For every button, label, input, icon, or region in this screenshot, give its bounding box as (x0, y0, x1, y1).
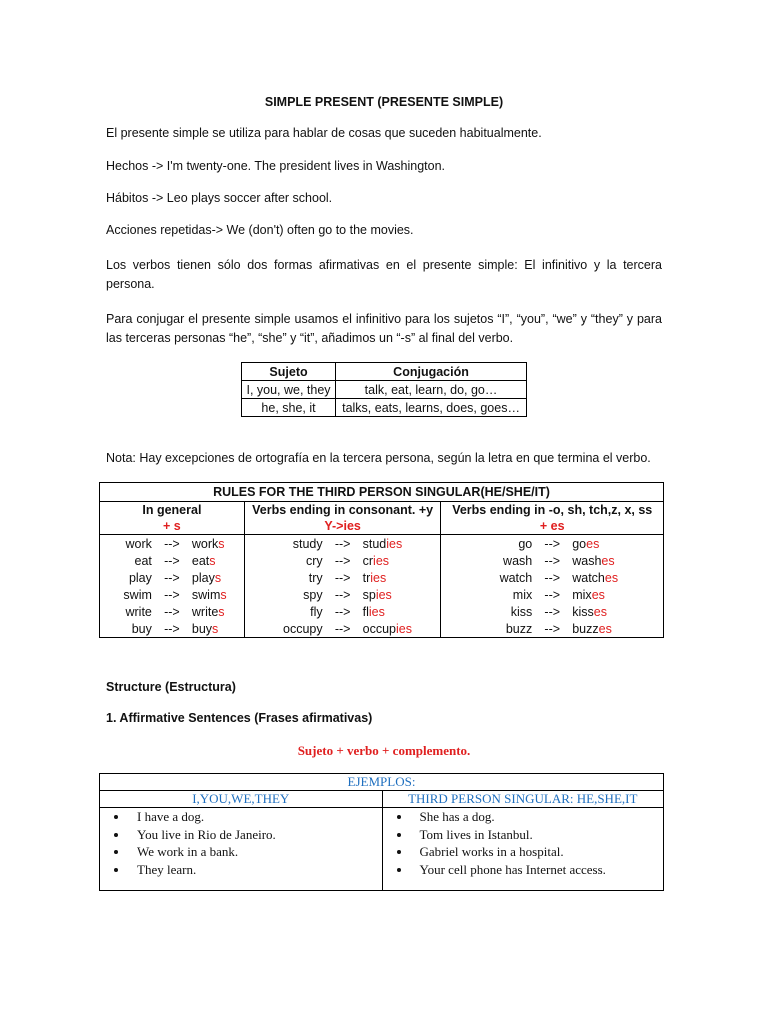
rules-cell (244, 535, 441, 553)
base-verb: study (292, 536, 323, 551)
list-item: • Your cell phone has Internet access. (412, 861, 660, 879)
conjugated-verb (570, 554, 663, 568)
examples-left-heading: I,YOU,WE,THEY (100, 791, 383, 808)
rules-col-consonant-y (244, 502, 441, 535)
rules-suffix: + s (163, 519, 181, 533)
conj-header-subject: Sujeto (242, 363, 336, 381)
rules-cell (100, 552, 245, 569)
arrow: --> (544, 604, 561, 619)
verb-suffix: s (214, 570, 222, 585)
conjugated-verb (190, 571, 244, 585)
table-row (242, 399, 527, 417)
verb-suffix: ies (375, 587, 392, 602)
verb-suffix: es (601, 553, 615, 568)
verb-stem: fl (362, 604, 369, 619)
conjugated-verb (570, 571, 663, 585)
conjugated-verb (570, 588, 663, 602)
arrow: --> (334, 570, 351, 585)
base-verb: swim (123, 587, 152, 602)
formula: Sujeto + verbo + complemento. (297, 743, 471, 758)
rules-suffix: + es (539, 519, 565, 533)
verb-suffix: es (604, 570, 619, 585)
examples-title: EJEMPLOS: (100, 774, 664, 791)
forms-paragraph: Los verbos tienen sólo dos formas afirmativas en el presente simple: El infinitivo y la tercera persona. (106, 258, 662, 291)
examples-right-heading: THIRD PERSON SINGULAR: HE,SHE,IT (382, 791, 663, 808)
arrow: --> (544, 587, 561, 602)
verb-suffix: ies (395, 621, 412, 636)
verb-suffix: es (598, 621, 612, 636)
affirmative-heading: 1. Affirmative Sentences (Frases afirmativas) (106, 711, 373, 725)
verb-stem: play (191, 570, 215, 585)
list-item: • Gabriel works in a hospital. (412, 843, 660, 861)
base-verb: kiss (510, 604, 533, 619)
verb-suffix: ies (386, 536, 403, 551)
structure-heading: Structure (Estructura) (106, 680, 236, 694)
page-title: SIMPLE PRESENT (PRESENTE SIMPLE) (264, 95, 504, 109)
arrow: --> (544, 536, 561, 551)
verb-suffix: s (209, 553, 216, 568)
base-verb: watch (499, 570, 533, 585)
verb-stem: eat (191, 553, 210, 568)
rules-heading: Verbs ending in -o, sh, tch,z, x, ss (452, 503, 653, 517)
rules-cell (441, 620, 664, 638)
conjugated-verb (361, 588, 441, 602)
conjugated-verb (361, 622, 441, 636)
base-verb: write (125, 604, 152, 619)
verb-stem: sp (362, 587, 376, 602)
verb-suffix: s (220, 587, 227, 602)
verb-stem: tr (362, 570, 371, 585)
verb-stem: stud (362, 536, 387, 551)
table-row (100, 569, 664, 586)
base-verb: work (125, 536, 152, 551)
rules-table (99, 482, 664, 638)
base-verb: cry (305, 553, 323, 568)
rules-heading: In general (142, 503, 202, 517)
conj-cell: he, she, it (242, 399, 336, 417)
arrow: --> (334, 536, 351, 551)
rules-cell (100, 603, 245, 620)
examples-right-cell (382, 808, 663, 891)
base-verb: spy (303, 587, 323, 602)
rules-cell (244, 586, 441, 603)
arrow: --> (164, 604, 180, 619)
list-item: • You live in Rio de Janeiro. (129, 826, 379, 844)
rules-heading: Verbs ending in consonant. +y (252, 503, 434, 517)
verb-stem: mix (572, 587, 592, 602)
verb-suffix: ies (370, 570, 387, 585)
verb-stem: work (191, 536, 219, 551)
arrow: --> (544, 570, 561, 585)
intro-text: El presente simple se utiliza para hablar de cosas que suceden habitualmente. (106, 126, 542, 140)
base-verb: mix (512, 587, 533, 602)
rules-cell (244, 620, 441, 638)
examples-left-cell (100, 808, 383, 891)
arrow: --> (334, 553, 351, 568)
list-item: • She has a dog. (412, 808, 660, 826)
rules-col-es (441, 502, 664, 535)
verb-suffix: es (586, 536, 600, 551)
base-verb: occupy (283, 621, 323, 636)
rules-cell (441, 603, 664, 620)
table-row (242, 381, 527, 399)
conjugated-verb (361, 554, 441, 568)
conjugation-table (241, 362, 527, 417)
rules-cell (441, 569, 664, 586)
list-item: • I have a dog. (129, 808, 379, 826)
table-row (100, 586, 664, 603)
verb-stem: cr (362, 553, 374, 568)
conj-cell: talk, eat, learn, do, go… (336, 381, 527, 399)
conjugated-verb (190, 588, 244, 602)
rules-cell (100, 586, 245, 603)
rules-suffix: Y->ies (324, 519, 361, 533)
arrow: --> (544, 621, 561, 636)
conjugated-verb (190, 537, 244, 551)
base-verb: try (308, 570, 323, 585)
verb-suffix: s (218, 536, 225, 551)
conjugated-verb (361, 571, 441, 585)
conjugated-verb (190, 622, 244, 636)
arrow: --> (164, 621, 180, 636)
table-row (100, 603, 664, 620)
conj-cell: talks, eats, learns, does, goes… (336, 399, 527, 417)
arrow: --> (334, 587, 351, 602)
verb-suffix: es (593, 604, 607, 619)
verb-stem: kiss (572, 604, 594, 619)
conjugated-verb (190, 554, 244, 568)
facts-line: Hechos -> I'm twenty-one. The president lives in Washington. (106, 159, 446, 173)
verb-suffix: es (591, 587, 605, 602)
conjugated-verb (190, 605, 244, 619)
table-row (100, 535, 664, 553)
arrow: --> (164, 553, 180, 568)
list-item: • Tom lives in Istanbul. (412, 826, 660, 844)
verb-stem: write (191, 604, 219, 619)
rules-cell (441, 535, 664, 553)
arrow: --> (164, 570, 180, 585)
verb-suffix: ies (368, 604, 385, 619)
arrow: --> (334, 604, 351, 619)
arrow: --> (334, 621, 351, 636)
rules-cell (100, 535, 245, 553)
verb-stem: wash (572, 553, 602, 568)
conjugated-verb (570, 537, 663, 551)
verb-suffix: s (212, 621, 219, 636)
verb-suffix: s (218, 604, 225, 619)
rules-cell (100, 569, 245, 586)
rules-cell (441, 586, 664, 603)
rules-title: RULES FOR THE THIRD PERSON SINGULAR(HE/SHE/IT) (100, 483, 664, 502)
rules-cell (100, 620, 245, 638)
base-verb: go (518, 536, 533, 551)
habits-line: Hábitos -> Leo plays soccer after school. (106, 191, 333, 205)
note-text: Nota: Hay excepciones de ortografía en la tercera persona, según la letra en que termina el verbo. (106, 451, 651, 465)
rules-cell (441, 552, 664, 569)
list-item: • They learn. (129, 861, 379, 879)
verb-suffix: ies (373, 553, 390, 568)
base-verb: buzz (505, 621, 533, 636)
verb-stem: buy (191, 621, 213, 636)
conjugate-paragraph: Para conjugar el presente simple usamos el infinitivo para los sujetos “I”, “you”, “we” y “they” y para las terceras personas “he”, “she” y “it”, añadimos un “-s” al final del verbo. (106, 312, 662, 345)
base-verb: eat (134, 553, 152, 568)
base-verb: buy (131, 621, 152, 636)
rules-col-general (100, 502, 245, 535)
arrow: --> (164, 587, 180, 602)
conjugated-verb (570, 622, 663, 636)
table-row (100, 552, 664, 569)
table-row (100, 620, 664, 638)
verb-stem: swim (191, 587, 221, 602)
arrow: --> (544, 553, 561, 568)
list-item: • We work in a bank. (129, 843, 379, 861)
arrow: --> (164, 536, 180, 551)
rules-cell (244, 552, 441, 569)
conj-cell: I, you, we, they (242, 381, 336, 399)
base-verb: wash (503, 553, 533, 568)
verb-stem: buzz (572, 621, 599, 636)
conj-header-conjugation: Conjugación (336, 363, 527, 381)
examples-table (99, 773, 664, 891)
conjugated-verb (361, 537, 441, 551)
rules-cell (244, 569, 441, 586)
base-verb: play (128, 570, 152, 585)
repeated-actions-line: Acciones repetidas-> We (don't) often go to the movies. (106, 223, 414, 237)
verb-stem: occup (362, 621, 396, 636)
conjugated-verb (361, 605, 441, 619)
conjugated-verb (570, 605, 663, 619)
verb-stem: go (572, 536, 587, 551)
rules-cell (244, 603, 441, 620)
base-verb: fly (310, 604, 323, 619)
verb-stem: watch (572, 570, 605, 585)
